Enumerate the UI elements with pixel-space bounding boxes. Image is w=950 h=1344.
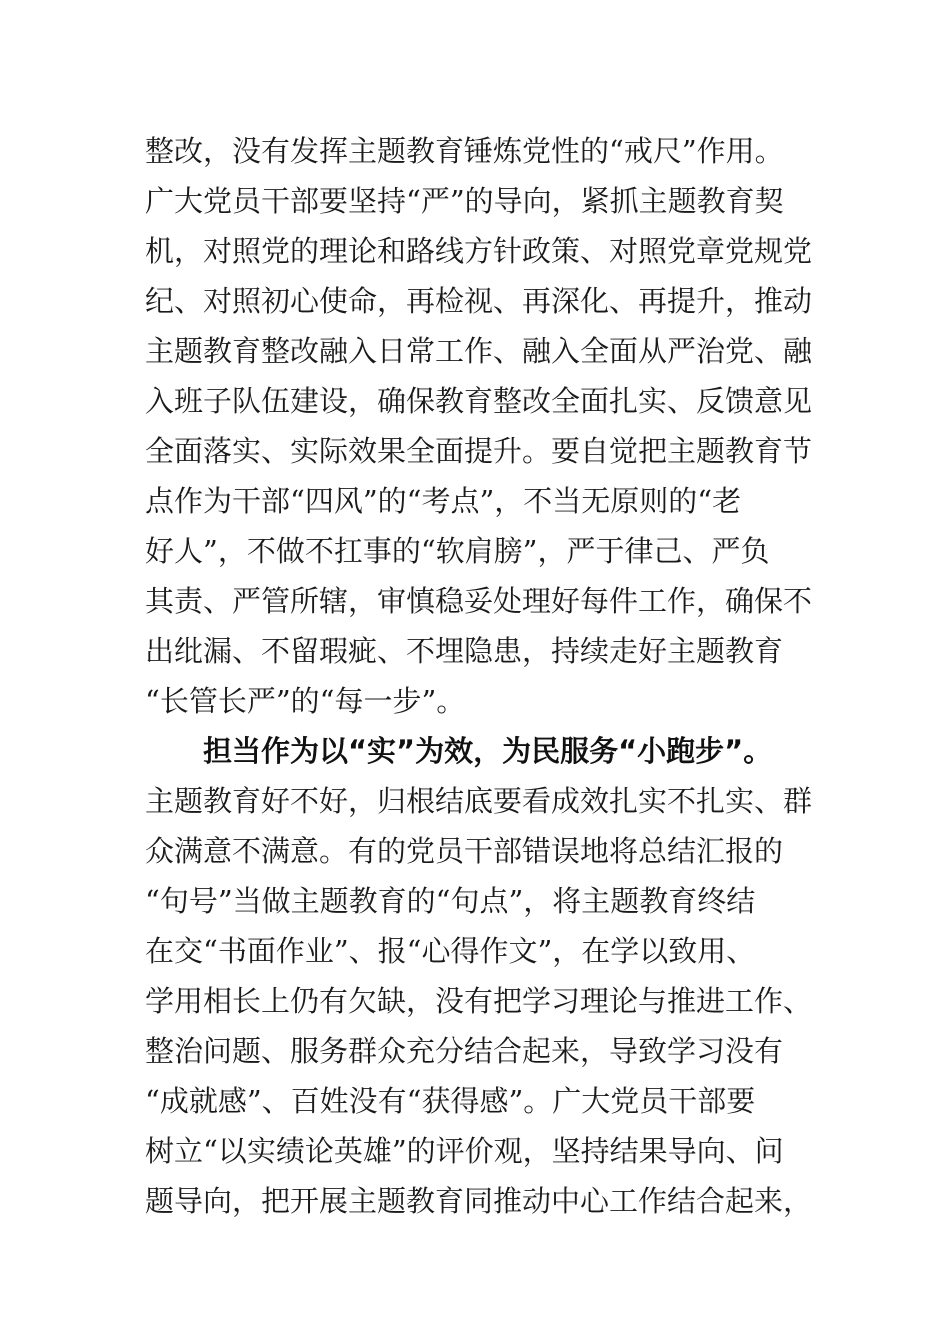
text-line: 题导向，把开展主题教育同推动中心工作结合起来，	[145, 1184, 813, 1218]
text-line: 点作为干部“四风”的“考点”，不当无原则的“老	[145, 484, 742, 518]
text-line: 纪、对照初心使命，再检视、再深化、再提升，推动	[145, 284, 813, 318]
body-text	[145, 126, 815, 1226]
text-line: 机，对照党的理论和路线方针政策、对照党章党规党	[145, 234, 813, 268]
section-heading: 担当作为以“实”为效，为民服务“小跑步”。	[203, 734, 773, 768]
text-line: “长管长严”的“每一步”。	[145, 684, 466, 718]
text-line: 学用相长上仍有欠缺，没有把学习理论与推进工作、	[145, 984, 813, 1018]
text-line: 树立“以实绩论英雄”的评价观，坚持结果导向、问	[145, 1134, 784, 1168]
text-line: 其责、严管所辖，审慎稳妥处理好每件工作，确保不	[145, 584, 813, 618]
text-line: 众满意不满意。有的党员干部错误地将总结汇报的	[145, 834, 784, 868]
text-line: 全面落实、实际效果全面提升。要自觉把主题教育节	[145, 434, 813, 468]
text-line: 广大党员干部要坚持“严”的导向，紧抓主题教育契	[145, 184, 784, 218]
text-line: 主题教育整改融入日常工作、融入全面从严治党、融	[145, 334, 813, 368]
text-line: 整治问题、服务群众充分结合起来，导致学习没有	[145, 1034, 784, 1068]
text-line: 好人”，不做不扛事的“软肩膀”，严于律己、严负	[145, 534, 770, 568]
text-line: 整改，没有发挥主题教育锤炼党性的“戒尺”作用。	[145, 134, 784, 168]
text-line: 在交“书面作业”、报“心得作文”，在学以致用、	[145, 934, 756, 968]
text-line: “成就感”、百姓没有“获得感”。广大党员干部要	[145, 1084, 756, 1118]
text-line: “句号”当做主题教育的“句点”，将主题教育终结	[145, 884, 756, 918]
text-line: 主题教育好不好，归根结底要看成效扎实不扎实、群	[145, 784, 813, 818]
text-line: 出纰漏、不留瑕疵、不埋隐患，持续走好主题教育	[145, 634, 784, 668]
text-line: 入班子队伍建设，确保教育整改全面扎实、反馈意见	[145, 384, 813, 418]
